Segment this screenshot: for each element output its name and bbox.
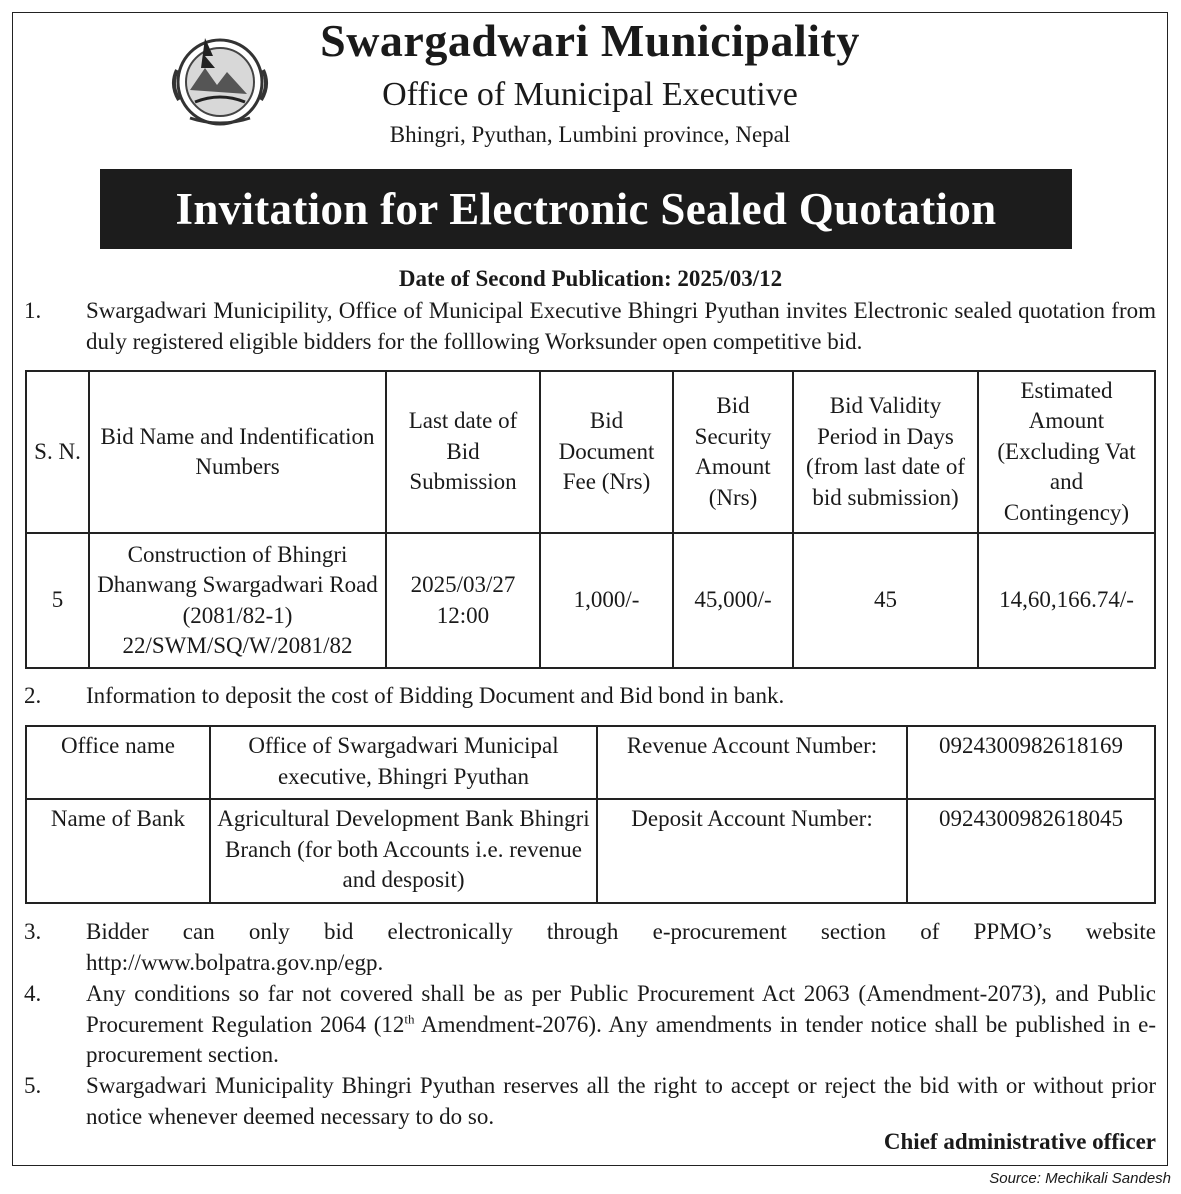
notice-banner: Invitation for Electronic Sealed Quotation <box>100 169 1072 249</box>
office-address: Bhingri, Pyuthan, Lumbini province, Nepal <box>389 122 791 147</box>
item-text: Bidder can only bid electronically through e-procurement section of PPMO’s website http://www.bolpatra.gov.np/egp. <box>86 919 1156 975</box>
cell-bid-name: Construction of Bhingri Dhanwang Swargadwari Road (2081/82-1) 22/SWM/SQ/W/2081/82 <box>89 533 386 668</box>
office-name-value: Office of Swargadwari Municipal executive, Bhingri Pyuthan <box>210 726 597 799</box>
table-row <box>26 533 1155 668</box>
office-subtitle: Office of Municipal Executive <box>382 76 798 113</box>
deposit-account-value: 0924300982618045 <box>907 799 1155 903</box>
cell-security: 45,000/- <box>673 533 793 668</box>
cell-validity: 45 <box>793 533 978 668</box>
header-validity: Bid Validity Period in Days (from last date of bid submission) <box>793 371 978 533</box>
notice-item-5 <box>24 1071 1156 1132</box>
office-name-label: Office name <box>26 726 210 799</box>
bank-name-value: Agricultural Development Bank Bhingri Branch (for both Accounts i.e. revenue and desposit) <box>210 799 597 903</box>
bank-info-table <box>25 725 1156 904</box>
item-number: 4. <box>24 981 42 1006</box>
item-number: 1. <box>24 298 42 323</box>
cell-doc-fee: 1,000/- <box>540 533 673 668</box>
deposit-account-label: Deposit Account Number: <box>597 799 907 903</box>
item-text-part: Any conditions so far not covered shall be as per Public Procurement Act 2063 (Amendment-2073), and Public Procurement Regulation 2064 (12 <box>86 981 1156 1037</box>
item-number: 3. <box>24 919 42 944</box>
source-credit: Source: Mechikali Sandesh <box>989 1170 1171 1187</box>
bank-name-label: Name of Bank <box>26 799 210 903</box>
notice-item-2 <box>24 681 1156 712</box>
cell-sn: 5 <box>26 533 89 668</box>
item-text: Swargadwari Municipility, Office of Municipal Executive Bhingri Pyuthan invites Electronic sealed quotation from duly registered eligible bidders for the folllowing Worksunder open competitive bid. <box>86 298 1156 354</box>
signature-title: Chief administrative officer <box>883 1129 1156 1154</box>
item-number: 2. <box>24 683 42 708</box>
bid-table <box>25 370 1156 669</box>
publication-date: Date of Second Publication: 2025/03/12 <box>398 266 783 291</box>
header-bid-name: Bid Name and Indentification Numbers <box>89 371 386 533</box>
cell-last-date: 2025/03/27 12:00 <box>386 533 540 668</box>
notice-item-1 <box>24 296 1156 357</box>
revenue-account-label: Revenue Account Number: <box>597 726 907 799</box>
item-text-part: Amendment-2076). Any amendments in tender notice shall be published in e-procurement section. <box>86 1011 1157 1067</box>
table-row <box>26 726 1155 799</box>
item-number: 5. <box>24 1073 42 1098</box>
cell-estimated: 14,60,166.74/- <box>978 533 1155 668</box>
item-text <box>86 979 1156 1071</box>
municipality-title: Swargadwari Municipality <box>320 15 860 66</box>
header-estimated: Estimated Amount (Excluding Vat and Contingency) <box>978 371 1155 533</box>
header-last-date: Last date of Bid Submission <box>386 371 540 533</box>
table-header-row <box>26 371 1155 533</box>
notice-item-4 <box>24 979 1156 1071</box>
notice-item-3 <box>24 917 1156 978</box>
header-sn: S. N. <box>26 371 89 533</box>
header-security: Bid Security Amount (Nrs) <box>673 371 793 533</box>
item-text: Information to deposit the cost of Bidding Document and Bid bond in bank. <box>86 683 785 708</box>
header-doc-fee: Bid Document Fee (Nrs) <box>540 371 673 533</box>
table-row <box>26 799 1155 903</box>
superscript-ordinal: th <box>404 1010 415 1026</box>
item-text: Swargadwari Municipality Bhingri Pyuthan reserves all the right to accept or reject the bid with or without prior notice whenever deemed necessary to do so. <box>86 1073 1156 1129</box>
revenue-account-value: 0924300982618169 <box>907 726 1155 799</box>
